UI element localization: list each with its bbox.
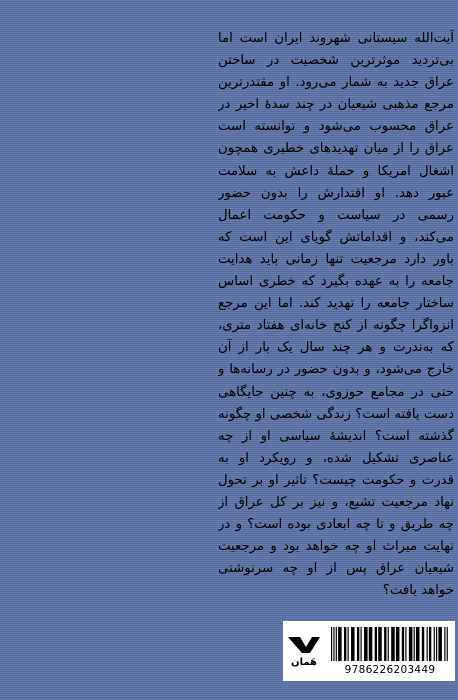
barcode-bar (361, 627, 362, 661)
barcode-bar (338, 627, 342, 661)
barcode-bar (333, 627, 334, 661)
barcode-bar (422, 627, 424, 661)
barcode-bar (331, 627, 332, 661)
blurb-panel (218, 28, 454, 618)
barcode-bar (378, 627, 382, 661)
barcode-bar (427, 627, 428, 661)
barcode-bar (447, 627, 448, 661)
barcode-bar (444, 627, 445, 661)
barcode-bar (396, 627, 400, 661)
publisher-logo-mark-icon (286, 633, 322, 655)
barcode-bar (344, 627, 346, 661)
barcode-bar (384, 627, 386, 661)
barcode-bar (405, 627, 406, 661)
publisher-name: هَمان (291, 657, 317, 668)
barcode-bar (369, 627, 373, 661)
barcode-bar (336, 627, 337, 661)
barcode-bar (409, 627, 413, 661)
barcode-label (283, 621, 455, 681)
barcode-bar (416, 627, 420, 661)
barcode-bar (436, 627, 437, 661)
barcode-bar (414, 627, 415, 661)
barcode-bar (438, 627, 442, 661)
isbn-number: 9786226203449 (344, 664, 436, 676)
barcode-bars (331, 627, 449, 661)
barcode-bar (434, 627, 435, 661)
barcode-bar (348, 627, 349, 661)
barcode-bar (429, 627, 431, 661)
barcode-bar (388, 627, 389, 661)
barcode-bar (391, 627, 395, 661)
barcode-bar (351, 627, 355, 661)
blurb-text: آیت‌الله سیستانی شهروند ایران است اما بی‌تردید موثرترین شخصیت در ساختن عراق جدید به شمار می‌رود. او مقتدرترین مرجع مذهبی شیعیان در چند سدهٔ اخیر در عراق محسوب می‌شود و توانسته است عراق را از میان تهدیدهای خطیری همچون اشغال امریکا و حملهٔ داعش به سلامت عبور دهد. او اقتدارش را بدون حضور رسمی در سیاست و حکومت اعمال می‌کند، و اقداماتش گویای این است که باور دارد مرجعیت تنها زمانی باید هدایت جامعه را به عهده بگیرد که خطری اساس ساختار جامعه را تهدید کند. اما این مرجع انزواگرا چگونه از کنج خانه‌ای هفتاد متری، که به‌ندرت و هر چند سال یک بار از آن خارج می‌شود، و بدون حضور در رسانه‌ها و حتی در مجامع حوزوی، به چنین جایگاهی دست یافته است؟ زندگی شخصی او چگونه گذشته است؟ اندیشهٔ سیاسی او از چه عناصری تشکیل شده، و رویکرد او به قدرت و حکومت چیست؟ تاثیر او بر تحول نهاد مرجعیت تشیع، و نیز بر کل عراق از چه طریق و تا چه ابعادی بوده است؟ و در نهایت میراث او چه خواهد بود و مرجعیت شیعیان عراق پس از او چه سرنوشتی خواهد یافت؟ (218, 31, 454, 599)
barcode-bar (357, 627, 359, 661)
barcode-bar (402, 627, 404, 661)
publisher-logo (283, 629, 325, 673)
barcode-bar (364, 627, 368, 661)
barcode-bar (375, 627, 377, 661)
